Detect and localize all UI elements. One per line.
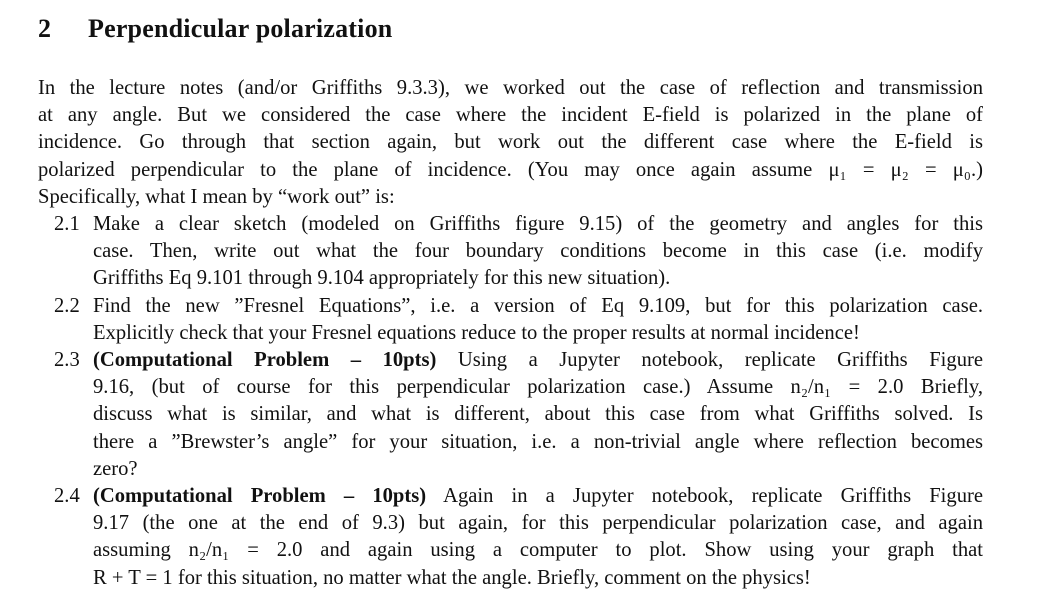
task-line — [93, 483, 983, 510]
task-bold-label: (Computational Problem – 10pts) — [93, 349, 437, 372]
section-heading — [38, 14, 392, 44]
task-line: Explicitly check that your Fresnel equations reduce to the proper results at normal incidence! — [93, 321, 860, 344]
task-line: R + T = 1 for this situation, no matter what the angle. Briefly, comment on the physics! — [93, 566, 811, 589]
task-first-rest: Using a Jupyter notebook, replicate Griffiths Figure — [436, 349, 983, 372]
task-line: Griffiths Eq 9.101 through 9.104 appropriately for this new situation). — [93, 267, 671, 290]
task-number: 2.4 — [54, 485, 80, 508]
task-bold-label: (Computational Problem – 10pts) — [93, 485, 427, 508]
task-number: 2.1 — [54, 213, 80, 235]
task-line: 9.16, (but of course for this perpendicular polarization case.) Assume n₂/n₁ = 2.0 Briefly, — [93, 376, 983, 399]
task-line: discuss what is similar, and what is different, about this case from what Griffiths solved. Is — [93, 403, 983, 426]
task-first-rest: Again in a Jupyter notebook, replicate Griffiths Figure — [426, 485, 983, 508]
intro-line: incidence. Go through that section again, but work out the different case where the E-field is — [38, 131, 983, 154]
task-line: there a ”Brewster’s angle” for your situation, i.e. a non-trivial angle where reflection becomes — [93, 430, 983, 453]
task-item-2-1 — [0, 211, 983, 293]
task-line: case. Then, write out what the four boundary conditions become in this case (i.e. modify — [93, 240, 983, 263]
task-line: 9.17 (the one at the end of 9.3) but again, for this perpendicular polarization case, and again — [93, 512, 983, 535]
task-line: Make a clear sketch (modeled on Griffiths figure 9.15) of the geometry and angles for this — [93, 213, 983, 235]
task-body — [93, 347, 983, 483]
intro-line: at any angle. But we considered the case where the incident E-field is polarized in the plane of — [38, 104, 983, 127]
lead-sentence: Specifically, what I mean by “work out” is: — [38, 186, 395, 208]
task-number: 2.3 — [54, 349, 80, 372]
task-line — [93, 347, 983, 374]
intro-line: polarized perpendicular to the plane of incidence. (You may once again assume μ₁ = μ₂ = μ₀.) — [38, 158, 983, 181]
intro-paragraph — [38, 75, 983, 184]
task-body — [93, 293, 983, 347]
task-body — [93, 483, 983, 592]
section-title: Perpendicular polarization — [88, 14, 393, 43]
task-line: assuming n₂/n₁ = 2.0 and again using a computer to plot. Show using your graph that — [93, 539, 983, 562]
task-list — [0, 211, 1049, 592]
task-item-2-2 — [0, 293, 983, 347]
task-line: zero? — [93, 457, 138, 480]
task-line: Find the new ”Fresnel Equations”, i.e. a version of Eq 9.109, but for this polarization case. — [93, 294, 983, 317]
intro-line: In the lecture notes (and/or Griffiths 9.3.3), we worked out the case of reflection and transmission — [38, 77, 983, 99]
task-body — [93, 211, 983, 293]
task-number: 2.2 — [54, 294, 80, 317]
task-item-2-3 — [0, 347, 983, 483]
section-number: 2 — [38, 14, 52, 43]
task-item-2-4 — [0, 483, 983, 592]
